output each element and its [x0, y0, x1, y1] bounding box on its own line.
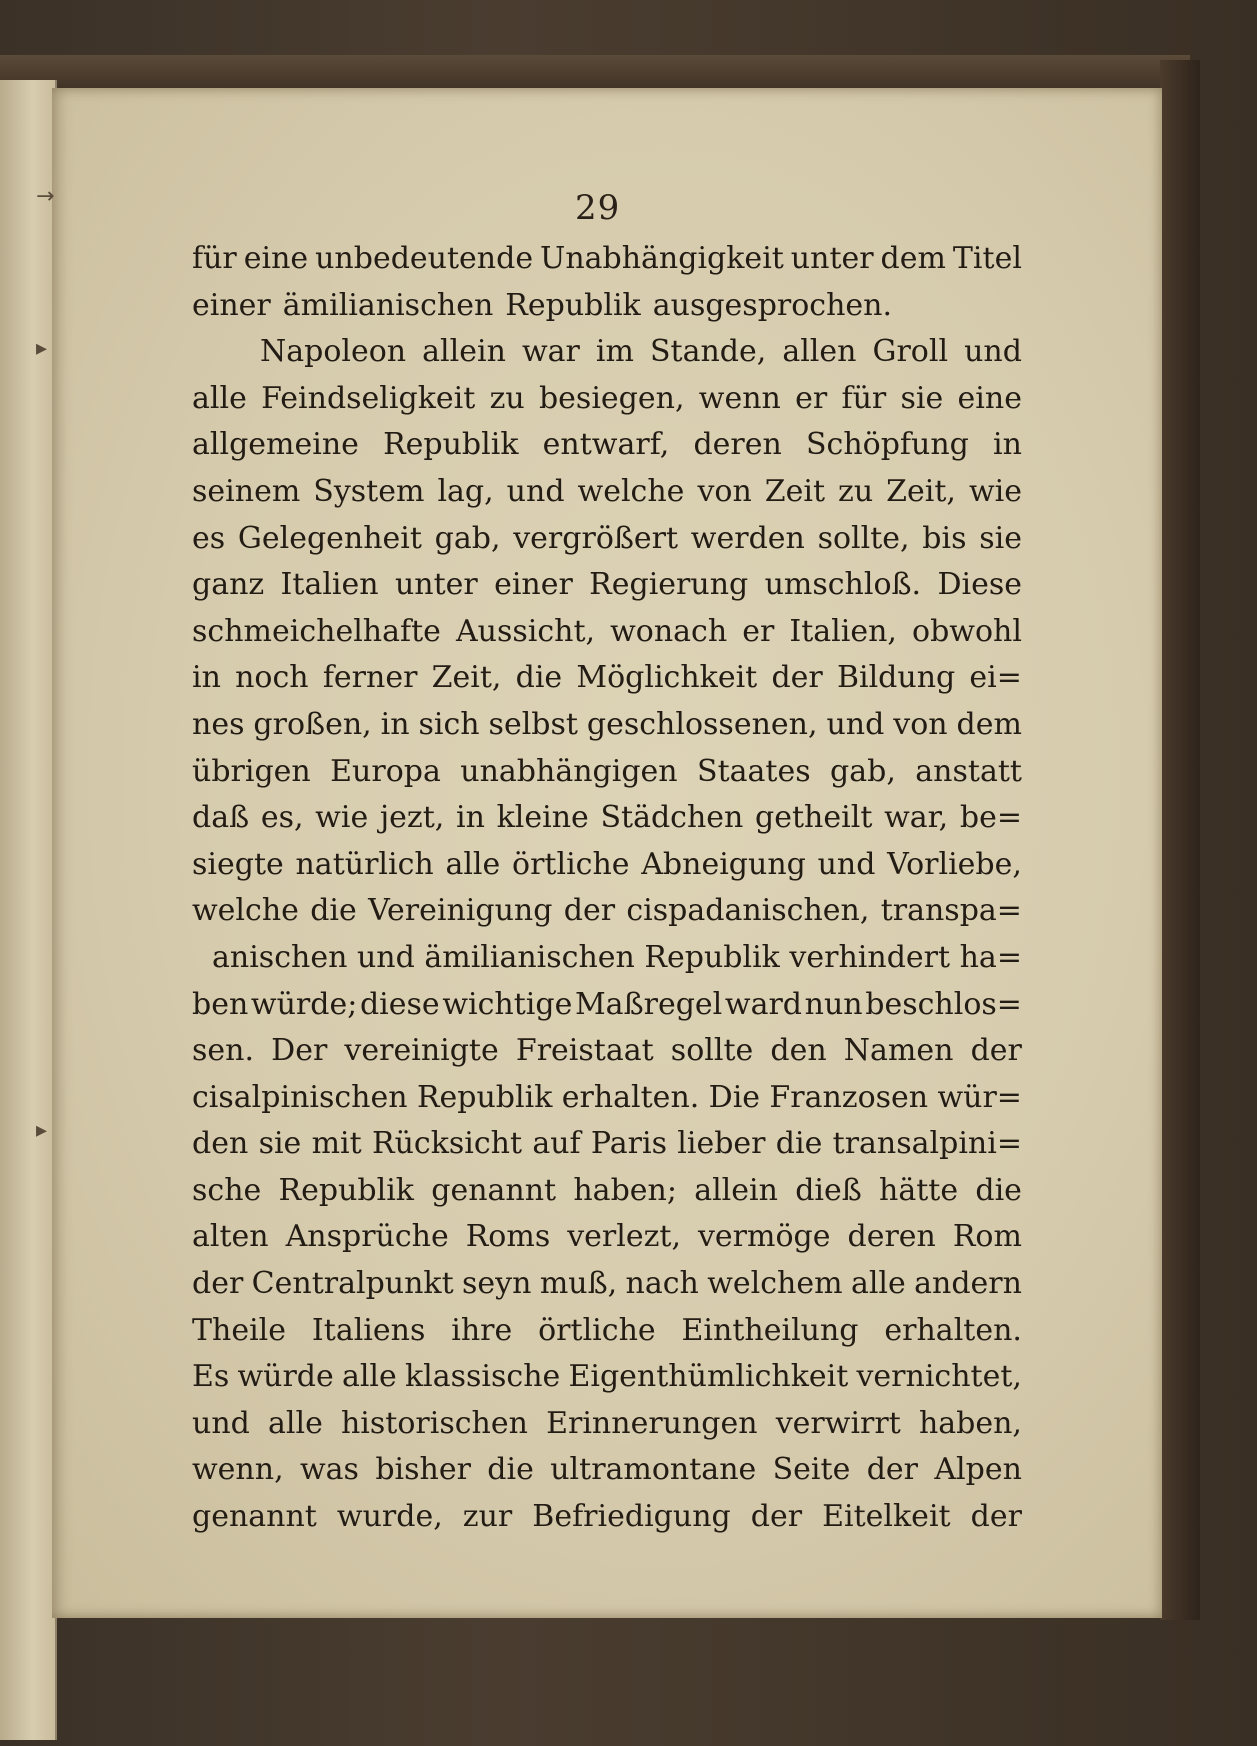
word: werden: [690, 520, 805, 556]
word: mit: [311, 1126, 362, 1162]
word: verwirrt: [775, 1405, 901, 1441]
word: andern: [914, 1266, 1022, 1302]
word: Zeit,: [431, 660, 502, 696]
word: sche: [192, 1172, 262, 1208]
word: lag,: [437, 473, 494, 509]
word: und: [506, 473, 565, 509]
word: alten: [192, 1219, 269, 1255]
word: in: [993, 427, 1022, 463]
text-line: [192, 1354, 1022, 1401]
word: er: [795, 380, 828, 416]
word: übrigen: [192, 753, 311, 789]
word: alle: [850, 1266, 906, 1302]
word: erhalten.: [561, 1079, 700, 1115]
body-text: [192, 236, 1022, 1541]
text-line: [192, 329, 1022, 376]
word: Republik: [416, 1079, 553, 1115]
word: es,: [260, 800, 304, 836]
text-line: [192, 283, 1022, 330]
word: vereinigte: [344, 1033, 499, 1069]
word: noch: [235, 660, 309, 696]
text-line: [192, 609, 1022, 656]
word: genannt: [431, 1172, 557, 1208]
word: unabhängigen: [460, 753, 678, 789]
word: allgemeine: [192, 427, 359, 463]
word: Zeit: [764, 473, 826, 509]
word: Der: [271, 1033, 328, 1069]
word: im: [595, 334, 634, 370]
word: wichtige: [442, 986, 573, 1022]
word: es: [192, 520, 226, 556]
word: die: [487, 1452, 534, 1488]
word: Maßregel: [574, 986, 723, 1022]
word: historischen: [340, 1405, 528, 1441]
text-line: [192, 655, 1022, 702]
word: Eitelkeit: [822, 1499, 951, 1535]
word: verhindert: [789, 939, 951, 975]
word: Schöpfung: [805, 427, 969, 463]
word: war,: [884, 800, 949, 836]
word: wie: [968, 473, 1022, 509]
word: die: [975, 1172, 1022, 1208]
word: welche: [192, 893, 299, 929]
word: und: [817, 846, 876, 882]
word: bisher: [375, 1452, 471, 1488]
word: würde;: [250, 986, 358, 1022]
book-cover-right-edge: [1160, 60, 1200, 1620]
word: gab,: [830, 753, 896, 789]
text-line: [192, 842, 1022, 889]
word: ganz: [192, 567, 265, 603]
text-line: [192, 422, 1022, 469]
word: einer: [192, 287, 271, 323]
word: dem: [880, 241, 946, 276]
word: allein: [694, 1172, 778, 1208]
word: bis: [922, 520, 967, 556]
word: Erinnerungen: [546, 1405, 758, 1441]
text-line: [192, 1121, 1022, 1168]
word: ausgesprochen.: [652, 287, 893, 323]
word: welche: [577, 473, 685, 509]
word: sollte,: [817, 520, 910, 556]
word: ei=: [969, 660, 1022, 696]
word: den: [770, 1033, 827, 1069]
word: sie: [979, 520, 1022, 556]
word: Italiens: [311, 1312, 426, 1348]
word: zu: [489, 380, 525, 416]
word: ward: [724, 986, 803, 1022]
word: wür=: [937, 1079, 1022, 1115]
text-line: [192, 1308, 1022, 1355]
word: alle: [268, 1405, 323, 1441]
word: nes: [192, 706, 245, 742]
word: Freistaat: [515, 1033, 654, 1069]
word: zur: [462, 1499, 513, 1535]
word: System: [313, 473, 425, 509]
word: lieber: [677, 1126, 766, 1162]
text-line: [192, 1075, 1022, 1122]
word: Gelegenheit: [237, 520, 422, 556]
word: würde: [237, 1359, 334, 1395]
word: welchem: [707, 1266, 843, 1302]
word: Rücksicht: [371, 1126, 523, 1162]
word: er: [742, 613, 775, 649]
word: der: [970, 1499, 1022, 1535]
word: Unabhängigkeit: [540, 241, 784, 276]
word: haben,: [918, 1405, 1022, 1441]
word: Seite: [772, 1452, 851, 1488]
word: gab,: [434, 520, 501, 556]
word: muß,: [539, 1266, 618, 1302]
word: für: [841, 380, 887, 416]
word: deren: [847, 1219, 936, 1255]
word: Staates: [697, 753, 811, 789]
word: den: [192, 1126, 249, 1162]
word: die: [310, 893, 357, 929]
word: Stande,: [649, 334, 767, 370]
word: deren: [693, 427, 782, 463]
word: Möglichkeit: [576, 660, 758, 696]
margin-mark: →: [36, 184, 55, 209]
text-line: [192, 1214, 1022, 1261]
word: Vereinigung: [368, 893, 553, 929]
word: Diese: [937, 567, 1022, 603]
word: haben;: [573, 1172, 677, 1208]
word: anstatt: [915, 753, 1022, 789]
text-line: [192, 1028, 1022, 1075]
text-line: [192, 562, 1022, 609]
word: wenn,: [192, 1452, 284, 1488]
word: Italien,: [789, 613, 897, 649]
word: Titel: [952, 241, 1022, 276]
word: Befriedigung: [532, 1499, 731, 1535]
word: Napoleon: [260, 334, 407, 370]
word: Republik: [278, 1172, 414, 1208]
word: wenn: [698, 380, 781, 416]
word: Städchen: [600, 800, 744, 836]
word: Centralpunkt: [251, 1266, 454, 1302]
text-line: [192, 749, 1022, 796]
word: dem: [956, 706, 1022, 742]
word: in: [380, 706, 410, 742]
word: Abneigung: [641, 846, 806, 882]
word: in: [456, 800, 485, 836]
word: Rom: [952, 1219, 1022, 1255]
word: Es: [192, 1359, 230, 1395]
word: Feindseligkeit: [261, 380, 476, 416]
word: nach: [625, 1266, 699, 1302]
word: Franzosen: [769, 1079, 929, 1115]
word: war: [521, 334, 580, 370]
word: vermöge: [697, 1219, 831, 1255]
word: ha=: [959, 939, 1022, 975]
word: der: [192, 1266, 244, 1302]
word: alle: [445, 846, 501, 882]
word: Regierung: [589, 567, 749, 603]
word: was: [299, 1452, 359, 1488]
text-line: [192, 236, 1022, 283]
word: umschloß.: [764, 567, 922, 603]
word: alle: [341, 1359, 397, 1395]
word: Europa: [330, 753, 441, 789]
word: dieß: [795, 1172, 862, 1208]
text-line: [192, 702, 1022, 749]
word: siegte: [192, 846, 284, 882]
word: entwarf,: [542, 427, 670, 463]
word: Eigenthümlichkeit: [568, 1359, 849, 1395]
text-line: [192, 982, 1022, 1029]
word: transalpini=: [832, 1126, 1022, 1162]
word: Republik: [505, 287, 641, 323]
word: seinem: [192, 473, 301, 509]
word: der: [970, 1033, 1022, 1069]
word: örtliche: [512, 846, 630, 882]
word: klassische: [404, 1359, 561, 1395]
word: allen: [782, 334, 857, 370]
facing-page-edge: [0, 80, 57, 1740]
word: wie: [315, 800, 369, 836]
word: ihre: [451, 1312, 513, 1348]
word: genannt: [192, 1499, 317, 1535]
word: der: [771, 660, 823, 696]
word: von: [893, 706, 948, 742]
word: auf: [532, 1126, 581, 1162]
word: alle: [192, 380, 247, 416]
word: geschlossenen,: [586, 706, 818, 742]
word: ämilianischen: [424, 939, 635, 975]
word: und: [964, 334, 1022, 370]
word: ferner: [322, 660, 418, 696]
word: die: [515, 660, 563, 696]
word: ultramontane: [550, 1452, 757, 1488]
word: beschlos=: [865, 986, 1022, 1022]
word: eine: [957, 380, 1022, 416]
word: daß: [192, 800, 250, 836]
word: Theile: [192, 1312, 287, 1348]
word: und: [826, 706, 885, 742]
text-line: [192, 376, 1022, 423]
word: nun: [804, 986, 863, 1022]
word: wonach: [610, 613, 728, 649]
word: der: [866, 1452, 919, 1488]
text-line: [192, 1168, 1022, 1215]
word: Zeit,: [886, 473, 956, 509]
word: Eintheilung: [681, 1312, 859, 1348]
word: obwohl: [912, 613, 1022, 649]
word: selbst: [488, 706, 578, 742]
word: allein: [422, 334, 506, 370]
word: besiegen,: [538, 380, 685, 416]
word: jezt,: [379, 800, 445, 836]
word: einer: [494, 567, 573, 603]
word: der: [563, 893, 616, 929]
word: Alpen: [934, 1452, 1022, 1488]
word: ämilianischen: [282, 287, 494, 323]
word: be=: [959, 800, 1022, 836]
word: vergrößert: [513, 520, 679, 556]
word: großen,: [253, 706, 372, 742]
word: zu: [838, 473, 874, 509]
text-line: [192, 1261, 1022, 1308]
text-line: [192, 795, 1022, 842]
margin-mark: ▸: [36, 1118, 48, 1143]
word: Republik: [383, 427, 519, 463]
word: der: [750, 1499, 803, 1535]
word: sich: [418, 706, 480, 742]
page-number: 29: [575, 188, 621, 228]
word: hätte: [879, 1172, 959, 1208]
text-line: [192, 1447, 1022, 1494]
word: und: [356, 939, 415, 975]
word: sollte: [670, 1033, 754, 1069]
word: anischen: [212, 939, 348, 975]
word: die: [775, 1126, 823, 1162]
word: unter: [790, 241, 874, 276]
word: seyn: [462, 1266, 532, 1302]
word: eine: [243, 241, 309, 276]
word: unbedeutende: [315, 241, 534, 276]
word: in: [192, 660, 221, 696]
word: vernichtet,: [856, 1359, 1022, 1395]
word: diese: [359, 986, 440, 1022]
word: örtliche: [538, 1312, 656, 1348]
word: sie: [900, 380, 944, 416]
word: Namen: [843, 1033, 954, 1069]
word: Italien: [280, 567, 379, 603]
word: schmeichelhafte: [192, 613, 441, 649]
word: Ansprüche: [285, 1219, 449, 1255]
word: ben: [192, 986, 249, 1022]
word: Aussicht,: [455, 613, 596, 649]
word: natürlich: [295, 846, 434, 882]
word: Roms: [465, 1219, 551, 1255]
word: wurde,: [336, 1499, 443, 1535]
text-line: [192, 516, 1022, 563]
word: kleine: [496, 800, 589, 836]
word: Die: [708, 1079, 761, 1115]
word: und: [192, 1405, 250, 1441]
text-line: [192, 469, 1022, 516]
word: transpa=: [880, 893, 1022, 929]
word: erhalten.: [884, 1312, 1022, 1348]
word: Bildung: [836, 660, 956, 696]
margin-mark: ▸: [36, 336, 48, 361]
word: für: [192, 241, 237, 276]
word: Republik: [644, 939, 780, 975]
word: unter: [394, 567, 478, 603]
word: sie: [258, 1126, 302, 1162]
text-line: [192, 888, 1022, 935]
word: getheilt: [755, 800, 873, 836]
text-line: [192, 1401, 1022, 1448]
word: sen.: [192, 1033, 255, 1069]
word: verlezt,: [567, 1219, 681, 1255]
word: cispadanischen,: [626, 893, 870, 929]
text-line: [192, 935, 1022, 982]
text-line: [192, 1494, 1022, 1541]
word: Groll: [872, 334, 949, 370]
word: von: [697, 473, 752, 509]
word: cisalpinischen: [192, 1079, 408, 1115]
word: Paris: [590, 1126, 667, 1162]
word: Vorliebe,: [887, 846, 1022, 882]
